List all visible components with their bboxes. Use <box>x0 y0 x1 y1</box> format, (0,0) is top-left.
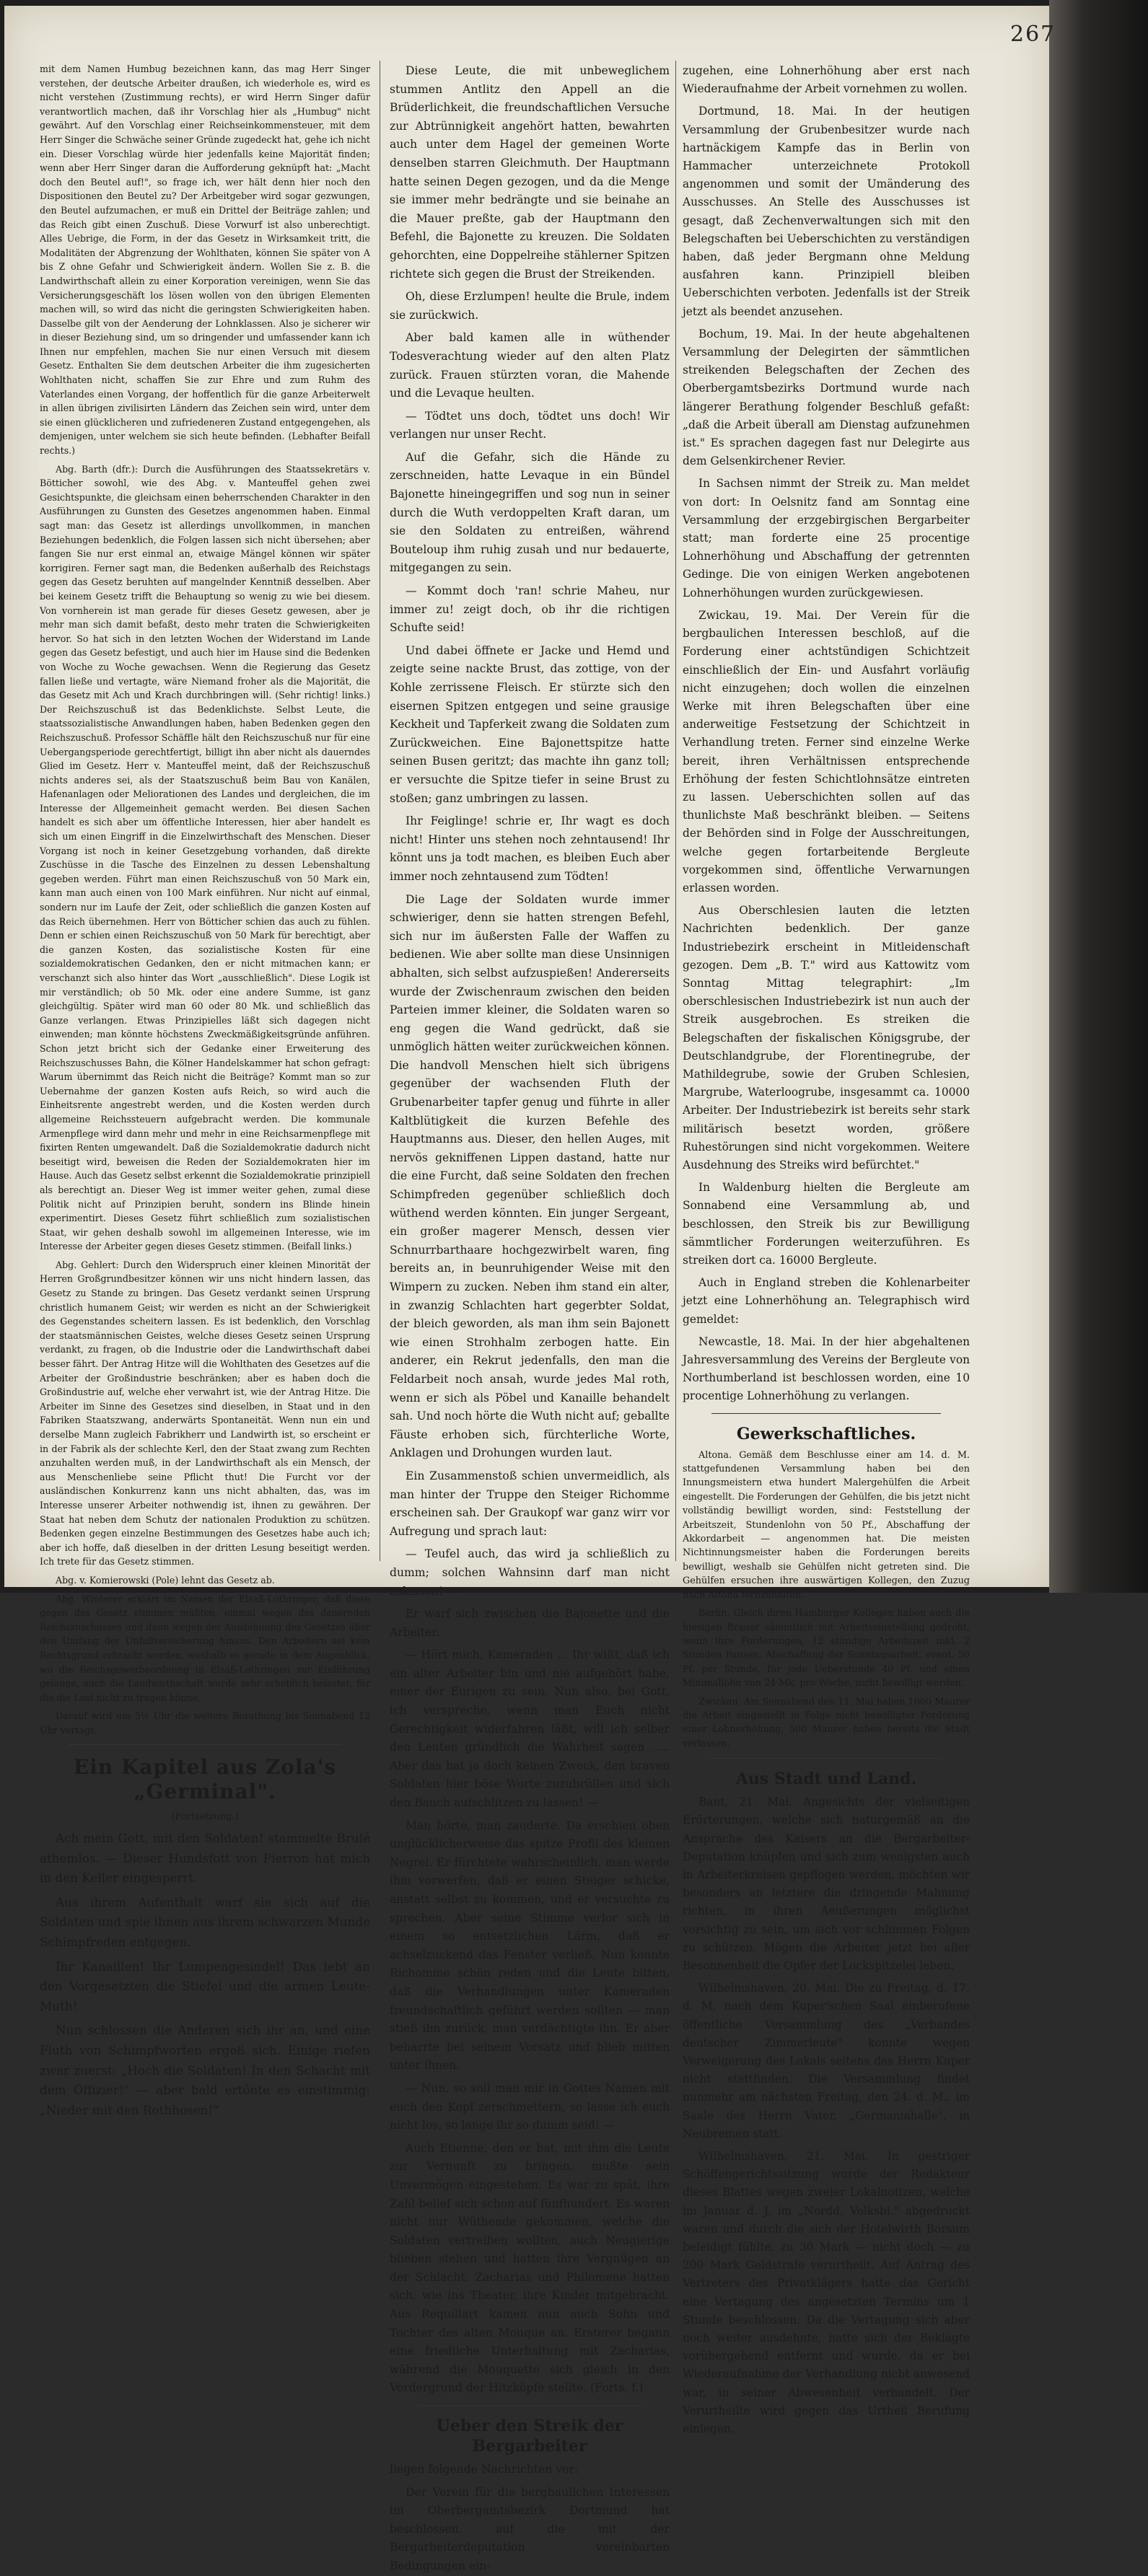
divider <box>711 1758 941 1759</box>
divider <box>69 1744 341 1745</box>
paragraph: Wilhelmshaven, 21. Mai. In gestriger Schöffengerichtssitzung wurde der Redakteur dieses Blattes wegen zweier Lokalnotizen, welche im Januar d. J. im „Nordd. Volksbl." abgedruckt waren und durch die sich der Hotelwirth Borsum beleidigt fühlte, zu 30 Mark — nicht doch — zu 200 Mark Geldstrafe verurtheilt. Auf Antrag des Vertreters des Privatklägers hatte das Gericht eine Vertagung des angesetzten Termins um 1 Stunde beschlossen. Da die Vertagung sich aber noch weiter ausdehnte, hatte sich der Beklagte vorübergehend entfernt und wurde, da er bei Wiederaufnahme der Verhandlung nicht anwesend war, in seiner Abwesenheit verhandelt. Der Verurtheilte wird gegen das Urtheil Berufung einlegen. <box>683 2150 970 2436</box>
paragraph: Abg. Winterer erklärt im Namen der Elsaß-Lothringer, daß diese gegen das Gesetz stimmen müßten, einmal wegen des dauernden Reichszuschusses und dann wegen der Ausdehnung des Gesetzes über den Umfang der Unfallversicherung hinaus. Den Arbeitern sei kein Rechtsgrund erbracht worden, weshalb es gerade in dem Augenblick, wo die Reichsgewerbeordnung in Elsaß-Lothringen zur Einführung gelange, auch die Landwirthschaft werde sehr erheblich belastet, für die die Last nicht zu tragen könne. <box>40 1593 370 1703</box>
strike-continuation <box>683 62 970 1406</box>
paragraph: Aber bald kamen alle in wüthender Todesverachtung wieder auf den alten Platz zurück. Frauen stürzten voran, die Mahende und die Levaque heulten. <box>390 331 670 400</box>
column-rule-2 <box>675 61 676 1561</box>
column-2 <box>390 62 670 2572</box>
city-body <box>683 1793 970 2438</box>
page-number: 267 <box>1010 22 1056 47</box>
paragraph: Wilhelmshaven, 20. Mai. Die zu Freitag, d. 17. d. M. nach dem Kuper'schen Saal einberufene öffentliche Versammlung des „Verbandes deutscher Zimmerleute" konnte wegen Verweigerung des Lokals seitens des Herrn Kuper nicht stattfinden. Die Versammlung findet nunmehr am nächsten Freitag, den 24. d. M., im Saale des Herrn Vater, „Germaniahalle", in Neubremen statt. <box>683 1982 970 2140</box>
paragraph: Ihr Feiglinge! schrie er, Ihr wagt es doch nicht! Hinter uns stehen noch zehntausend! Ihr könnt uns ja todt machen, es bleiben Euch aber immer noch zehntausend zum Tödten! <box>390 814 670 883</box>
paragraph: Ihr Kanaillen! Ihr Lumpengesindel! Das lebt an den Vorgesetzten die Stiefel und die armen Leute-Muth! <box>40 1959 370 2013</box>
paragraph: — Tödtet uns doch, tödtet uns doch! Wir verlangen nur unser Recht. <box>390 409 670 441</box>
paragraph: — Teufel auch, das wird ja schließlich zu dumm; solchen Wahnsinn darf man nicht zulassen! — <box>390 1547 670 1598</box>
paragraph: Aus ihrem Aufenthalt warf sie sich auf die Soldaten und spie ihnen aus ihrem schwarzen Munde Schimpfreden entgegen. <box>40 1894 370 1950</box>
paragraph: Berlin. Gleich ihren Hamburger Kollegen haben auch die hiesigen Brauer sämmtlich mit Arbeitseinstellung gedroht, wenn ihre Forderungen, 12 stündige Arbeitszeit inkl. 2 Stunden Pausen, Abschaffung der Sonntagsarbeit, event. 50 Pf. per Stunde, für jede Ueberstunde 40 Pf. und einen Minimallohn von 24 Mk. pro Woche, nicht bewilligt werden. <box>683 1608 970 1689</box>
paragraph: Ein Zusammenstoß schien unvermeidlich, als man hinter der Truppe den Steiger Richomme erscheinen sah. Der Graukopf war ganz wirr vor Aufregung und sprach laut: <box>390 1469 670 1538</box>
union-body <box>683 1449 970 1751</box>
column-1 <box>40 62 370 2124</box>
paragraph: Darauf wird um 5½ Uhr die weitere Berathung bis Sonnabend 12 Uhr vertagt. <box>40 1710 370 1736</box>
paragraph: Dortmund, 18. Mai. In der heutigen Versammlung der Grubenbesitzer wurde nach hartnäckigem Kampfe das in Berlin von Hammacher unterzeichnete Protokoll angenommen und somit der Umänderung des Ausschusses. An Stelle des Ausschusses ist gesagt, daß Zechenverwaltungen sich mit den Belegschaften bei Ueberschichten zu verständigen haben, daß jeder Bergmann ohne Meldung ausfahren kann. Prinzipiell bleiben Ueberschichten verboten. Jedenfalls ist der Streik jetzt als beendet anzusehen. <box>683 105 970 318</box>
paragraph: In Sachsen nimmt der Streik zu. Man meldet von dort: In Oelsnitz fand am Sonntag eine Versammlung der erzgebirgischen Bergarbeiter statt; man forderte eine 25 procentige Lohnerhöhung und Abschaffung der getrennten Gedinge. Die von einigen Werken angebotenen Lohnerhöhungen wurden zurückgewiesen. <box>683 477 970 599</box>
column-3 <box>683 62 970 2436</box>
union-title: Gewerkschaftliches. <box>736 1424 916 1443</box>
serial-continuation <box>390 62 670 2398</box>
paragraph: Man hörte, man zauderte. Da erschien oben unglücklicherweise das spitze Profil des kleinen Negrel. Er fürchtete wahrscheinlich, man werde ihm vorwerfen, daß er einen Steiger schicke, anstatt selbst zu kommen, und er versuchte zu sprechen. Aber seine Stimme verlor sich in einem so entsetzlichen Lärm, daß er achselzuckend das Fenster verließ. Nun konnte Richomme schön reden und die Leute bitten, daß die Verhandlungen unter Kameraden freundschaftlich geführt werden sollten — man stieß ihn zurück, man verdächtigte ihn. Er aber beharrte bei seinem Vorsatz und blieb mitten unter ihnen. <box>390 1819 670 2072</box>
paragraph: Abg. Gehlert: Durch den Widerspruch einer kleinen Minorität der Herren Großgrundbesitzer können wir uns nicht hindern lassen, das Gesetz zu Stande zu bringen. Das Gesetz verdankt seinen Ursprung christlich humanem Geist; wir werden es nicht an der Schwierigkeit des Gegenstandes scheitern lassen. Es ist bedenklich, den Vorschlag der staatsmännischen Geistes, welche dieses Gesetz seinen Ursprung verdankt, zu fragen, ob die Industrie oder die Landwirthschaft dabei besser fährt. Der Antrag Hitze will die Wohlthaten des Gesetzes auf die Arbeiter der Großindustrie beschränken; aber es haben doch die Großindustrie auf, welche eher verwahrt ist, wie der Antrag Hitze. Die Arbeiter im Sinne des Gesetzes sind dieselben, in Staat und in den Fabriken Staatszwang, anderwärts Spontaneität. Wenn nun ein und derselbe Mann zugleich Fabrikherr und Landwirth ist, so erscheint er in der Fabrik als der schlechte Kerl, den der Staat zwang zum Rechten anzuhalten werden muß, in der Landwirthschaft als ein Mensch, der aus Menschenliebe seine Pflicht thut! Die Furcht vor der ausländischen Konkurrenz kann uns nicht abhalten, das, was im Interesse unserer Arbeiter nothwendig ist, ihnen zu gewähren. Der Staat hat neben dem Schutz der nationalen Produktion zu schützen. Bedenken gegen einzelne Bestimmungen des Gesetzes habe auch ich; aber ich hoffe, daß dieselben in der dritten Lesung beseitigt werden. Ich trete für das Gesetz stimmen. <box>40 1259 370 1568</box>
paragraph: Auf die Gefahr, sich die Hände zu zerschneiden, hatte Levaque in ein Bündel Bajonette hineingegriffen und sog nun in seiner durch die Wuth verdoppelten Kraft daran, um sie den Soldaten zu entreißen, während Bouteloup ihm ruhig zusah und nur bedauerte, mitgegangen zu sein. <box>390 450 670 575</box>
paragraph: Altona. Gemäß dem Beschlusse einer am 14. d. M. stattgefundenen Versammlung haben bei den Innungsmeistern etwa hundert Malergehülfen die Arbeit eingestellt. Die Forderungen der Gehülfen, die bis jetzt nicht vollständig bewilligt worden, sind: Feststellung der Arbeitszeit, Stundenlohn von 50 Pf., Abschaffung der Akkordarbeit — angenommen hat. Die meisten Nichtinnungsmeister haben die Forderungen bereits bewilligt, weshalb sie Gehülfen nicht getreten sind. Die Gehülfen ersuchen ihre auswärtigen Kollegen, den Zuzug nach Altona fernzuhalten. <box>683 1449 970 1601</box>
paragraph: Abg. v. Komierowski (Pole) lehnt das Gesetz ab. <box>56 1574 275 1586</box>
paragraph: Oh, diese Erzlumpen! heulte die Brule, indem sie zurückwich. <box>390 290 670 322</box>
paragraph: Zwickau. Am Sonnabend den 11. Mai haben 1000 Maurer die Arbeit eingestellt in Folge nicht bewilligter Forderung einer Lohnerhöhung. 500 Maurer haben bereits die Stadt verlassen. <box>683 1696 970 1749</box>
paragraph: Newcastle, 18. Mai. In der hier abgehaltenen Jahresversammlung des Vereins der Bergleute von Northumberland ist beschlossen worden, eine 10 procentige Lohnerhöhung zu verlangen. <box>683 1335 970 1403</box>
paragraph: Nun schlossen die Anderen sich ihr an, und eine Fluth von Schimpfworten ergoß sich. Einige riefen zwar zuerst: „Hoch die Soldaten! In den Schacht mit dem Offizier!" — aber bald ertönte es einstimmig: „Nieder mit den Rothhosen!" <box>40 2023 370 2117</box>
paragraph: Auch in England streben die Kohlenarbeiter jetzt eine Lohnerhöhung an. Telegraphisch wird gemeldet: <box>683 1276 970 1326</box>
paragraph: Auch Etienne, den er bat, mit ihm die Leute zur Vernunft zu bringen, mußte sein Unvermögen eingestehen. Es war zu spät, ihre Zahl belief sich schon auf fünfhundert. Es waren nicht nur Wüthende gekommen, welche die Soldaten vertreiben wollten, auch Neugierige blieben stehen und hatten ihre Vergnügen an der Schlacht. Zacharias und Philomene hatten sich, wie ins Theater, ihre Kinder mitgebracht. Aus Requillart kamen nun auch Sohn und Tochter des alten Mouque an. Ersterer begann eine friedliche Unterhaltung mit Zacharias, während die Mouquette sich gleich in den Vordergrund der Hitzköpfe stellte. (Forts. f.) <box>390 2141 670 2395</box>
paragraph: Aus Oberschlesien lauten die letzten Nachrichten bedenklich. Der ganze Industriebezirk erscheint in Mitleidenschaft gezogen. Dem „B. T." wird aus Kattowitz vom Sonntag Mittag telegraphirt: „Im oberschlesischen Industriebezirk ist nun auch der Streik ausgebrochen. Es streiken die Belegschaften der fiskalischen Königsgrube, der Deutschlandgrube, der Florentinegrube, der Mathildegrube, sowie der Gruben Schlesien, Margrube, Waterloogrube, insgesammt ca. 10000 Arbeiter. Der Industriebezirk ist bereits sehr stark militärisch besetzt worden, größere Ruhestörungen sind nicht vorgekommen. Weitere Ausdehnung des Streiks wird befürchtet." <box>683 904 970 1171</box>
paragraph: Bant, 21. Mai. Angesichts der vielseitigen Erörterungen, welche sich naturgemäß an die Ansprache des Kaisers an die Bergarbeiter-Deputation knüpfen und sich zum wenigsten auch in Arbeiterkreisen gepflogen werden, möchten wir besonders an letztere die dringende Mahnung richten, in ihren Aeußerungen möglichst vorsichtig zu sein, um sich vor schlimmen Folgen zu schützen. Mögen die Arbeiter jetzt bei aller Besonnenheit die Opfer der Lockspitzelei leben. <box>683 1795 970 1972</box>
city-title: Aus Stadt und Land. <box>735 1770 917 1789</box>
book-binding-edge <box>1049 0 1148 1593</box>
serial-body <box>40 1829 370 2120</box>
paragraph: Abg. Barth (dfr.): Durch die Ausführungen des Staatssekretärs v. Bötticher sowohl, wie des Abg. v. Manteuffel gehen zwei Gesichtspunkte, die gleichsam einen beherrschenden Charakter in den Ausführungen zu Gunsten des Gesetzes angenommen haben. Einmal sagt man: das Gesetz ist allerdings unvollkommen, in manchen Beziehungen bedenklich, die Folgen lassen sich nicht übersehen; aber fangen Sie nur erst einmal an, etwaige Mängel können wir später korrigiren. Ferner sagt man, die Bedenken außerhalb des Reichstags gegen das Gesetz beruhten auf mangelnder Kenntniß desselben. Aber bei keinem Gesetz trifft die Behauptung so wenig zu wie bei diesem. Von vornherein ist man gerade für dieses Gesetz gewesen, aber je mehr man sich damit befaßt, desto mehr traten die Schwierigkeiten hervor. So hat sich in den letzten Wochen der Widerstand im Lande gegen das Gesetz befestigt, und auch hier im Hause sind die Bedenken von Woche zu Woche gewachsen. Wenn die Regierung das Gesetz fallen ließe und vertagte, wäre Niemand froher als die Majorität, die das Gesetz mit Ach und Krach durchbringen will. (Sehr richtig! links.) Der Reichszuschuß ist das Bedenklichste. Selbst Leute, die staatssozialistische Anwandlungen haben, haben Bedenken gegen den Reichszuschuß. Professor Schäffle hält den Reichszuschuß nur für eine Uebergangsperiode gerechtfertigt, billigt ihn aber nicht als dauerndes Glied im Gesetz. Herr v. Manteuffel meint, daß der Reichszuschuß nichts anderes sei, als der Staatszuschuß beim Bau von Kanälen, Hafenanlagen oder Meliorationen des Landes und dergleichen, die im Interesse der Allgemeinheit gemacht werden. Bei diesen Sachen handelt es sich aber um öffentliche Interessen, hier aber handelt es sich um einen Eingriff in die Einzelwirthschaft des Menschen. Dieser Vorgang ist noch in keiner Gesetzgebung vorhanden, daß direkte Zuschüsse in die Tasche des Einzelnen zu dessen Lebenshaltung gegeben werden. Führt man einen Reichszuschuß von 50 Mark ein, kann man auch einen von 100 Mark einführen. Nur nicht auf einmal, sondern nur im Laufe der Zeit, oder schließlich die ganzen Kosten auf das Reich übernehmen. Herr von Bötticher schien das auch zu fühlen. Denn er schien einen Reichszuschuß von 50 Mark für berechtigt, aber die ganzen Kosten, das sozialistische Kosten für eine sozialdemokratischen Gedanken, den er nicht mitmachen kann; er verschanzt sich also hinter das Wort „ausschließlich". Diese Logik ist mir verständlich; ob 50 Mk. oder eine andere Summe, ist ganz gleichgültig. Später wird man 60 oder 80 Mk. und schließlich das Ganze verlangen. Etwas Prinzipielles läßt sich dagegen nicht einwenden; man könnte höchstens Zweckmäßigkeitsgründe anführen. Schon jetzt bricht sich der Gedanke einer Erweiterung des Reichszuschusses Bahn, die Kölner Handelskammer hat schon gefragt: Warum übernimmt das Reich nicht die Beiträge? Kommt man so zur Uebernahme der ganzen Kosten aufs Reich, so wird auch die Einheitsrente angestrebt werden, und die Kosten werden durch allgemeine Reichssteuern aufgebracht werden. Die kommunale Armenpflege wird dann mehr und mehr in eine Reichsarmenpflege mit fixirten Renten umgewandelt. Daß die Sozialdemokratie dadurch nicht beseitigt wird, beweisen die Reden der Sozialdemokraten hier im Hause. Auch das Gesetz selbst erkennt die Sozialdemokratie prinzipiell als berechtigt an. Dieser Weg ist immer weiter gehen, zumal diese Politik nicht auf Prinzipien beruht, sondern ins Blinde hinein experimentirt. Dieses Gesetz führt schließlich zum sozialistischen Staat, wir gehen deshalb sowohl im allgemeinen Interesse, wie im Interesse der Arbeiter gegen dieses Gesetz stimmen. (Beifall links.) <box>40 463 370 1252</box>
strike-title: Ueber den Streik der Bergarbeiter <box>436 2417 623 2456</box>
paragraph: zugehen, eine Lohnerhöhung aber erst nach Wiederaufnahme der Arbeit vornehmen zu wollen. <box>683 64 970 96</box>
paragraph: Diese Leute, die mit unbeweglichem stummen Antlitz den Appell an die Brüderlichkeit, die freundschaftlichen Versuche zur Abtrünnigkeit angehört hatten, bewahrten auch unter dem Hagel der gemeinen Worte denselben starren Gleichmuth. Der Hauptmann hatte seinen Degen gezogen, und da die Menge sie immer mehr bedrängte und sie beinahe an die Mauer preßte, gab der Hauptmann den Befehl, die Bajonette zu kreuzen. Die Soldaten gehorchten, eine Doppelreihe stählerner Spitzen richtete sich gegen die Brust der Streikenden. <box>390 64 670 281</box>
paragraph: Und dabei öffnete er Jacke und Hemd und zeigte seine nackte Brust, das zottige, von der Kohle zerrissene Fleisch. Er stürzte sich den eisernen Spitzen entgegen und seine grausige Keckheit und Tapferkeit zwang die Soldaten zum Zurückweichen. Eine Bajonettspitze hatte seinen Busen geritzt; das machte ihn ganz toll; er versuchte die Spitze tiefer in seine Brust zu stoßen; ganz umbringen zu lassen. <box>390 643 670 805</box>
strike-body <box>390 2461 670 2576</box>
serial-title: Ein Kapitel aus Zola's „Germinal". <box>73 1755 337 1804</box>
paragraph: — Kommt doch 'ran! schrie Maheu, nur immer zu! zeigt doch, ob ihr die richtigen Schufte seid! <box>390 584 670 635</box>
paragraph: Die Lage der Soldaten wurde immer schwieriger, denn sie hatten strengen Befehl, sich nur im äußersten Falle der Waffen zu bedienen. Wie aber sollte man diese Unsinnigen abhalten, sich selbst aufzuspießen! Andererseits wurde der Zwischenraum zwischen den beiden Parteien immer kleiner, die Soldaten waren so eng gegen die Wand gedrückt, daß sie unmöglich hätten weiter zurückweichen können. Die handvoll Menschen hielt sich übrigens gegenüber der wachsenden Fluth der Grubenarbeiter tapfer genug und führte in aller Kaltblütigkeit die kurzen Befehle des Hauptmanns aus. Dieser, den hellen Auges, mit nervös gekniffenen Lippen dastand, hatte nur die eine Furcht, daß seine Soldaten den frechen Schimpfreden gegenüber schließlich doch wüthend werden könnten. Ein junger Sergeant, ein großer magerer Mensch, dessen vier Schnurrbarthaare hochgezwirbelt waren, fing bereits an, in beunruhigender Weise mit den Wimpern zu zucken. Neben ihm stand ein alter, in zwanzig Schlachten hart gegerbter Soldat, der bleich geworden, als man ihm sein Bajonett wie einen Strohhalm zerbogen hatte. Ein anderer, ein Rekrut jedenfalls, den man die Feldarbeit noch ansah, wurde jedes Mal roth, wenn er sich als Pöbel und Kanaille behandelt sah. Und noch hörte die Wuth nicht auf; geballte Fäuste erhoben sich, fürchterliche Worte, Anklagen und Drohungen wurden laut. <box>390 892 670 1460</box>
paragraph: Er warf sich zwischen die Bajonette und die Arbeiter. <box>390 1607 670 1639</box>
divider <box>711 1413 941 1414</box>
paragraph: — Nun, so soll man mir in Gottes Namen mit euch den Kopf zerschmettern, so lasse ich euch nicht los, so lange ihr so dumm seid! — <box>390 2081 670 2132</box>
paragraph: mit dem Namen Humbug bezeichnen kann, das mag Herr Singer verstehen, der deutsche Arbeiter draußen, ich wiederhole es, wird es nicht verstehen (Zustimmung rechts), er wird Herrn Singer dafür verantwortlich machen, daß ihr Vorschlag hier als „Humbug" nicht gewährt. Auf den Vorschlag einer Reichseinkommensteuer, mit dem Herr Singer die Schwäche seiner Gründe zugedeckt hat, gehe ich nicht ein. Dieser Vorschlag würde hier jedenfalls keine Majorität finden; wenn aber Herr Singer daran die Aufforderung geknüpft hat: „Macht doch den Beutel auf!", so frage ich, wer hält denn hier noch den Dispositionen den Beutel zu? Der Arbeitgeber wird sogar gezwungen, den Beutel aufzumachen, er muß ein Drittel der Beiträge zahlen; und das Reich gibt einen Zuschuß. Diese Vorwurf ist also unberechtigt. Alles Uebrige, die Form, in der das Gesetz in Wirksamkeit tritt, die Modalitäten der Abgrenzung der Wohlthaten, können Sie später von A bis Z ohne Gefahr und Schwierigkeit ändern. Wollen Sie z. B. die Landwirthschaft allein zu einer Korporation vereinigen, wenn Sie das Versicherungsgeschäft los lösen wollen von den übrigen Elementen machen will, so wird das nicht die geringsten Schwierigkeiten haben. Dasselbe gilt von der Aenderung der Lohnklassen. Also je sicherer wir in dieser Beziehung sind, um so dringender und umfassender kann ich Ihnen nur empfehlen, machen Sie nur einen Versuch mit diesem Gesetz. Enthalten Sie dem deutschen Arbeiter die ihm zugesicherten Wohlthaten nicht, schaffen Sie zur Ehre und zum Ruhm des Vaterlandes einen Vorgang, der hoffentlich für die ganze Arbeiterwelt in allen übrigen zivilisirten Ländern das Zeichen sein wird, unter dem sie einen glücklicheren und zufriedeneren Zustand entgegengehen, als demjenigen, unter welchem sie sich heute befinden. (Lebhafter Beifall rechts.) <box>40 63 370 457</box>
paragraph: Zwickau, 19. Mai. Der Verein für die bergbaulichen Interessen beschloß, auf die Forderung einer achtstündigen Schichtzeit einschließlich der Ein- und Ausfahrt vorläufig nicht einzugehen; doch wollen die einzelnen Werke mit ihren Belegschaften über eine anderweitige Festsetzung der Schichtzeit in Verhandlung treten. Ferner sind einzelne Werke bereit, ihren Verhältnissen entsprechende Erhöhung der festen Schichtlohnsätze eintreten zu lassen. Ueberschichten sollen auf das thunlichste Maß beschränkt bleiben. — Seitens der Behörden sind in Folge der Ausschreitungen, welche gegen fortarbeitende Bergleute vorgekommen sind, öffentliche Verwarnungen erlassen worden. <box>683 608 970 894</box>
paragraph: Bochum, 19. Mai. In der heute abgehaltenen Versammlung der Delegirten der sämmtlichen streikenden Belegschaften der Zechen des Oberbergamtsbezirks Dortmund wurde nach längerer Berathung folgender Beschluß gefaßt: „daß die Arbeit überall am Dienstag aufzunehmen ist." Es sprachen dagegen fast nur Delegirte aus dem Gelsenkirchener Revier. <box>683 327 970 468</box>
paragraph: Der Verein für die bergbaulichen Interessen im Oberbergamtsbezirk Dortmund hat beschlossen, auf die mit der Bergarbeiterdeputation vereinbarten Bedingungen ein- <box>390 2485 670 2572</box>
divider <box>419 2405 641 2406</box>
paragraph: In Waldenburg hielten die Bergleute am Sonnabend eine Versammlung ab, und beschlossen, den Streik bis zur Bewilligung sämmtlicher Forderungen weiterzuführen. Es streiken dort ca. 16000 Bergleute. <box>683 1181 970 1267</box>
paragraph: — Hört mich, Kameraden ... Ihr wißt, daß ich ein alter Arbeiter bin und nie aufgehört habe, einer der Eurigen zu sein. Nun also, bei Gott, ich verspreche, wenn man Euch nicht Gerechtigkeit widerfahren läßt, will ich selber den Leuten gründlich die Wahrheit sagen ..... Aber das hat ja doch keinen Zweck, den braven Soldaten hier böse Worte zuzubrüllen und sich den Bauch aufschlitzen zu lassen! — <box>390 1648 670 1810</box>
paragraph: liegen folgende Nachrichten vor: <box>390 2463 579 2476</box>
serial-subtitle: (Fortsetzung.) <box>171 1811 239 1823</box>
paragraph: Ach mein Gott, mit den Soldaten! stammelte Brulé athemlos. — Dieser Hundsfott von Pierron hat mich in den Keller eingesperrt. <box>40 1831 370 1886</box>
